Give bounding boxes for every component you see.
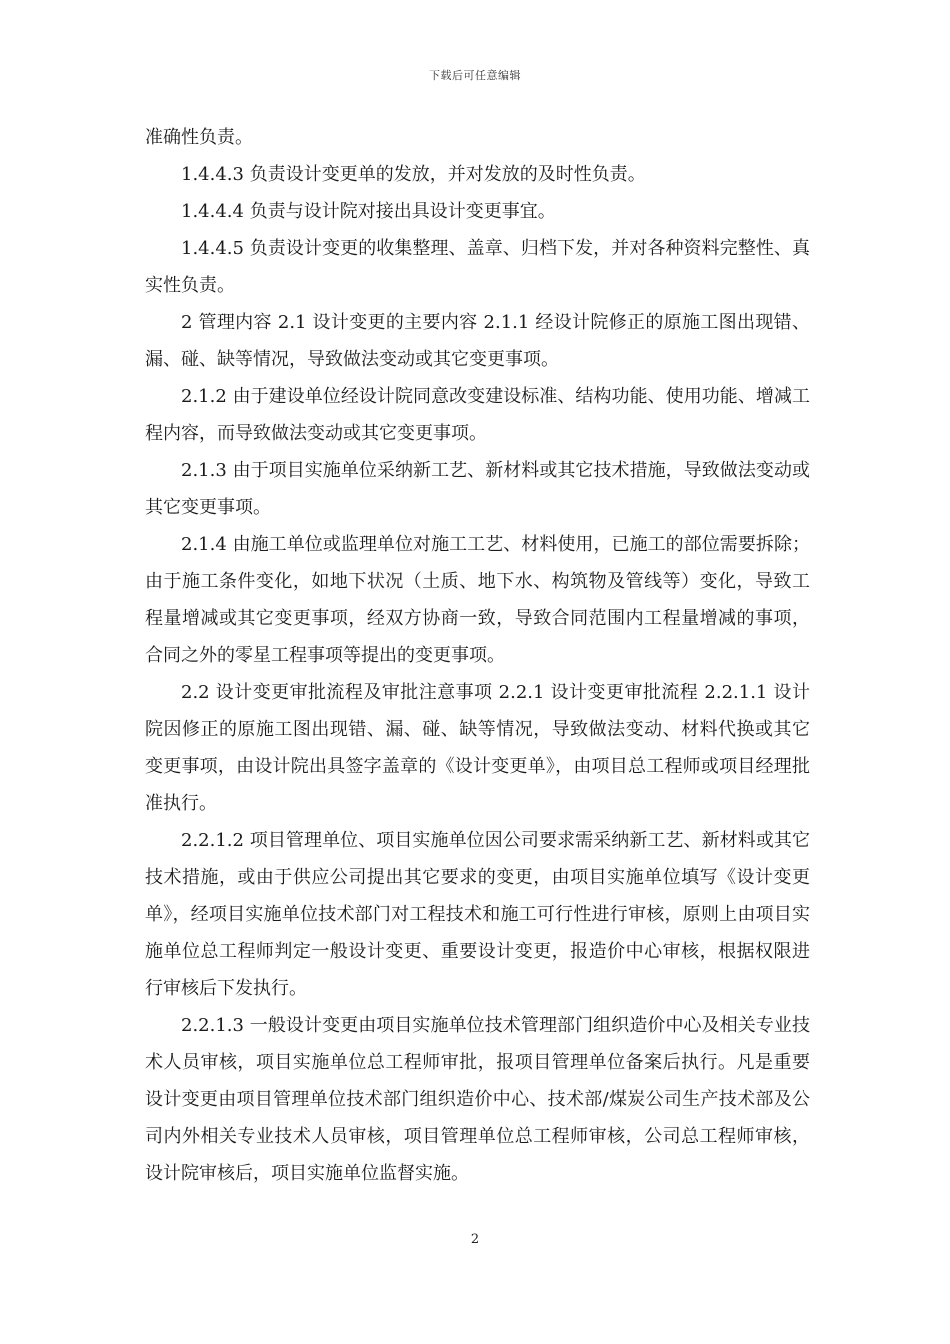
page-header: 下载后可任意编辑	[429, 69, 521, 82]
paragraph: 1.4.4.3 负责设计变更单的发放，并对发放的及时性负责。	[181, 164, 646, 185]
paragraph: 2.1.2 由于建设单位经设计院同意改变建设标准、结构功能、使用功能、增减工程内容，而导致做法变动或其它变更事项。	[145, 386, 810, 444]
page-number: 2	[470, 1232, 480, 1247]
paragraph: 2.1.3 由于项目实施单位采纳新工艺、新材料或其它技术措施，导致做法变动或其它变更事项。	[145, 460, 810, 518]
paragraph: 1.4.4.4 负责与设计院对接出具设计变更事宜。	[181, 201, 556, 222]
document-body	[145, 119, 810, 1192]
paragraph: 1.4.4.5 负责设计变更的收集整理、盖章、归档下发，并对各种资料完整性、真实性负责。	[145, 238, 810, 296]
paragraph: 2 管理内容 2.1 设计变更的主要内容 2.1.1 经设计院修正的原施工图出现错、漏、碰、缺等情况，导致做法变动或其它变更事项。	[145, 312, 810, 370]
paragraph: 2.2 设计变更审批流程及审批注意事项 2.2.1 设计变更审批流程 2.2.1.1 设计院因修正的原施工图出现错、漏、碰、缺等情况，导致做法变动、材料代换或其它变更事项，由设计院出具签字盖章的《设计变更单》，由项目总工程师或项目经理批准执行。	[145, 682, 810, 814]
paragraph: 2.2.1.2 项目管理单位、项目实施单位因公司要求需采纳新工艺、新材料或其它技术措施，或由于供应公司提出其它要求的变更，由项目实施单位填写《设计变更单》，经项目实施单位技术部门对工程技术和施工可行性进行审核，原则上由项目实施单位总工程师判定一般设计变更、重要设计变更，报造价中心审核，根据权限进行审核后下发执行。	[145, 830, 810, 999]
paragraph: 2.1.4 由施工单位或监理单位对施工工艺、材料使用，已施工的部位需要拆除；由于施工条件变化，如地下状况（土质、地下水、构筑物及管线等）变化，导致工程量增减或其它变更事项，经双方协商一致，导致合同范围内工程量增减的事项，合同之外的零星工程事项等提出的变更事项。	[145, 534, 810, 666]
paragraph: 2.2.1.3 一般设计变更由项目实施单位技术管理部门组织造价中心及相关专业技术人员审核，项目实施单位总工程师审批，报项目管理单位备案后执行。凡是重要设计变更由项目管理单位技术部门组织造价中心、技术部/煤炭公司生产技术部及公司内外相关专业技术人员审核，项目管理单位总工程师审核，公司总工程师审核，设计院审核后，项目实施单位监督实施。	[145, 1015, 810, 1184]
paragraph: 准确性负责。	[145, 127, 253, 148]
